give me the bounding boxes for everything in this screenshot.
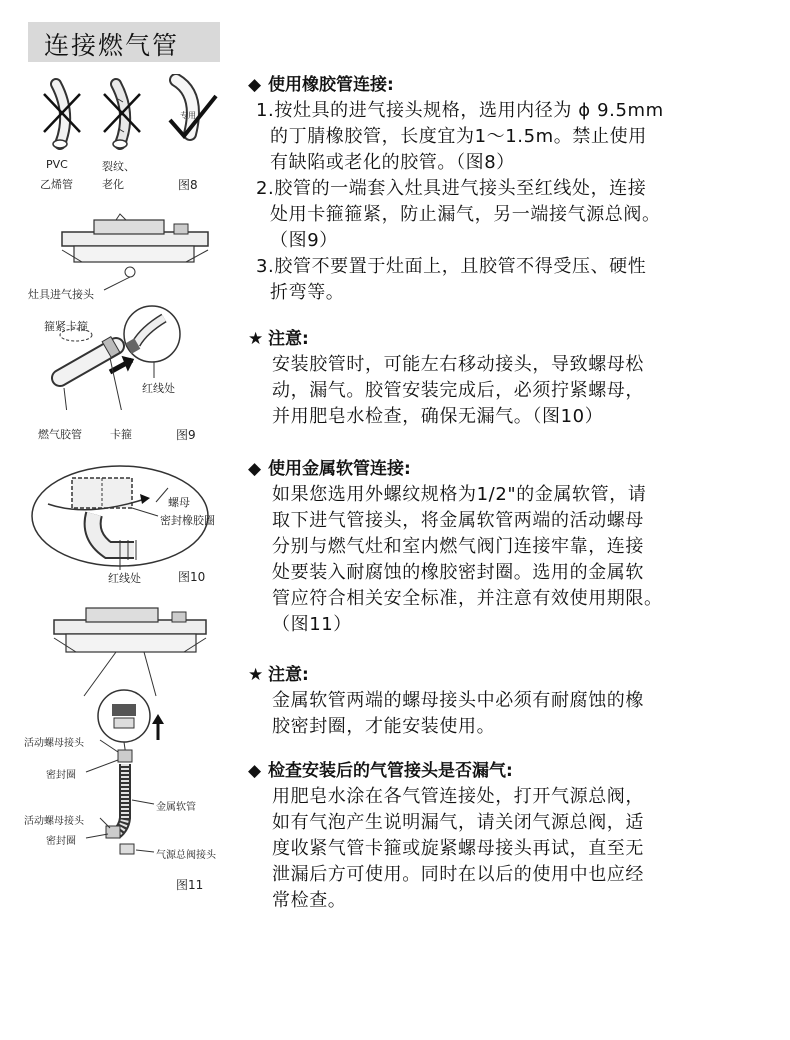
list-item: 2.胶管的一端套入灶具进气接头至红线处，连接 处用卡箍箍紧，防止漏气，另一端接气源总阀。 （图9） — [256, 178, 661, 251]
note-title: ★ 注意: — [248, 662, 788, 688]
section-title-leak-check: ◆ 检查安装后的气管接头是否漏气: — [248, 758, 788, 784]
diamond-icon: ◆ — [248, 75, 262, 95]
list-item: 3.胶管不要置于灶面上，且胶管不得受压、硬性 折弯等。 — [256, 256, 647, 303]
figure-10 — [28, 458, 228, 590]
note-text: 安装胶管时，可能左右移动接头，导致螺母松 动，漏气。胶管安装完成后，必须拧紧螺母， 并用肥皂水检查，确保无漏气。（图10） — [272, 354, 644, 427]
rubber-hose-connection-illustration — [24, 210, 224, 410]
section-rubber-hose — [248, 72, 788, 306]
note-text: 金属软管两端的螺母接头中必须有耐腐蚀的橡 胶密封圈，才能安装使用。 — [272, 690, 644, 737]
label-nut: 螺母 — [168, 496, 190, 509]
label-seal-bottom: 密封圈 — [46, 836, 76, 847]
star-icon: ★ — [248, 329, 264, 349]
leak-check-text: 用肥皂水涂在各气管连接处，打开气源总阀， 如有气泡产生说明漏气，请关闭气源总阀，适 度收紧气管卡箍或旋紧螺母接头再试，直至无 泄漏后方可使用。同时在以后的使用中也应经 常检查。 — [272, 786, 644, 911]
label-seal-ring: 密封橡胶圈 — [160, 514, 215, 527]
diamond-icon: ◆ — [248, 459, 262, 479]
section-note-1 — [248, 326, 788, 430]
label-tighten-clamp: 箍紧卡箍 — [44, 320, 88, 333]
label-stove-inlet: 灶具进气接头 — [28, 288, 94, 301]
list-item: 1.按灶具的进气接头规格，选用内径为 ϕ 9.5mm 的丁腈橡胶管，长度宜为1～1.5m。禁止使用 有缺陷或老化的胶管。（图8） — [256, 100, 664, 173]
hose-comparison-illustration — [30, 74, 230, 154]
section-title-metal-hose: ◆ 使用金属软管连接: — [248, 456, 788, 482]
label-aged: 老化 — [102, 178, 124, 191]
page-title: 连接燃气管 — [44, 31, 180, 60]
figure-8-caption: 图8 — [178, 178, 198, 192]
metal-hose-text: 如果您选用外螺纹规格为1/2"的金属软管，请 取下进气管接头，将金属软管两端的活动螺母 分别与燃气灶和室内燃气阀门连接牢靠，连接 处要装入耐腐蚀的橡胶密封圈。选用的金属软 管应符合相关安全标准，并注意有效使用期限。 （图11） — [272, 484, 663, 635]
label-metal-hose: 金属软管 — [156, 802, 196, 813]
figure-11 — [24, 600, 244, 900]
diamond-icon: ◆ — [248, 761, 262, 781]
section-note-2 — [248, 662, 788, 740]
section-title-rubber-hose — [248, 72, 788, 98]
section-header — [28, 22, 220, 62]
label-clamp: 卡箍 — [110, 428, 132, 441]
figure-9 — [24, 210, 224, 450]
label-pvc: PVC — [46, 158, 68, 171]
label-dedicated: 专用 — [180, 111, 196, 120]
label-cracked: 裂纹、 — [102, 160, 135, 173]
label-swivel-nut-top: 活动螺母接头 — [24, 738, 84, 749]
label-gas-hose: 燃气胶管 — [38, 428, 82, 441]
label-swivel-nut-bottom: 活动螺母接头 — [24, 816, 84, 827]
label-red-line: 红线处 — [108, 572, 141, 585]
note-title: ★ 注意: — [248, 326, 788, 352]
label-red-line: 红线处 — [142, 382, 175, 395]
section-metal-hose — [248, 456, 788, 638]
section-leak-check — [248, 758, 788, 914]
label-gas-valve-connector: 气源总阀接头 — [156, 850, 216, 861]
label-seal-top: 密封圈 — [46, 770, 76, 781]
section-title-text: 使用橡胶管连接: — [268, 75, 394, 95]
figure-9-caption: 图9 — [176, 428, 196, 442]
star-icon: ★ — [248, 665, 264, 685]
figure-10-caption: 图10 — [178, 570, 206, 584]
label-vinyl-tube: 乙烯管 — [40, 178, 73, 191]
figure-8 — [30, 74, 230, 194]
figure-11-caption: 图11 — [176, 878, 204, 892]
